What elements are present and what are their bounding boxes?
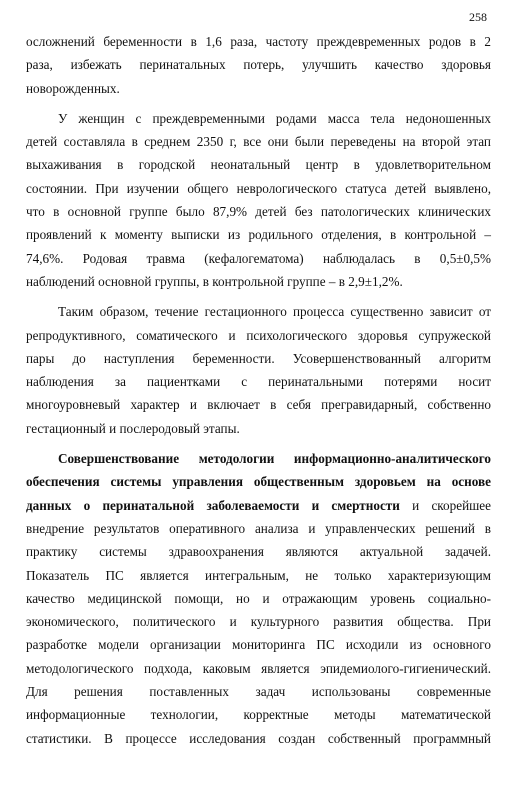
- text-line: Для решения поставленных задач использованы современные: [26, 684, 491, 700]
- text-line: Таким образом, течение гестационного процесса существенно зависит от: [58, 304, 491, 320]
- paragraph-gap: [26, 100, 491, 107]
- text-line: экономического, политического и культурного развития общества. При: [26, 614, 491, 630]
- text-line: внедрение результатов оперативного анализа и управленческих решений в: [26, 520, 491, 536]
- paragraph: [26, 107, 491, 293]
- text-line: раза, избежать перинатальных потерь, улучшить качество здоровья: [26, 57, 491, 73]
- text-line: статистики. В процессе исследования создан собственный программный: [26, 730, 491, 746]
- paragraph: [26, 300, 491, 440]
- text-line: [26, 494, 491, 517]
- text-line: репродуктивного, соматического и психологического здоровья супружеской: [26, 327, 491, 343]
- text-line: методологического подхода, каковым является эпидемиолого-гигиенический.: [26, 660, 491, 676]
- text-line: проявлений к моменту выписки из родильного отделения, в контрольной –: [26, 227, 491, 243]
- text-line: детей составляла в среднем 2350 г, все они были переведены на второй этап: [26, 134, 491, 150]
- document-body: [26, 30, 491, 750]
- text-line: обеспечения системы управления общественным здоровьем на основе: [26, 474, 491, 490]
- text-line: разработке модели организации мониторинга ПС исходили из основного: [26, 637, 491, 653]
- text-line: осложнений беременности в 1,6 раза, частоту преждевременных родов в 2: [26, 34, 491, 49]
- line-text: и скорейшее: [399, 497, 492, 513]
- paragraph: [26, 30, 491, 100]
- text-line: состоянии. При изучении общего неврологического статуса детей выявлено,: [26, 180, 491, 196]
- text-line: 74,6%. Родовая травма (кефалогематома) наблюдалась в 0,5±0,5%: [26, 250, 491, 266]
- paragraph-gap: [26, 293, 491, 300]
- text-line: У женщин с преждевременными родами масса тела недоношенных: [58, 110, 491, 126]
- text-line: наблюдений основной группы, в контрольной группе – в 2,9±1,2%.: [26, 273, 403, 289]
- text-line: новорожденных.: [26, 80, 120, 96]
- text-line: качество медицинской помощи, но и отражающим уровень социально-: [26, 590, 491, 606]
- paragraph: [26, 447, 491, 750]
- text-line: Совершенствование методологии информационно-аналитического: [58, 451, 491, 467]
- paragraph-gap: [26, 440, 491, 447]
- bold-phrase: данных о перинатальной заболеваемости и смертности: [26, 497, 400, 513]
- text-line: что в основной группе было 87,9% детей без патологических клинических: [26, 204, 491, 220]
- text-line: гестационный и послеродовый этапы.: [26, 420, 240, 436]
- text-line: информационные технологии, корректные методы математической: [26, 707, 491, 723]
- text-line: наблюдения за пациентками с перинатальными потерями носит: [26, 374, 491, 390]
- text-line: выхаживания в городской неонатальный центр в удовлетворительном: [26, 157, 491, 173]
- page-number: 258: [469, 10, 487, 24]
- text-line: Показатель ПС является интегральным, не только характеризующим: [26, 567, 491, 583]
- text-line: пары до наступления беременности. Усовершенствованный алгоритм: [26, 350, 491, 366]
- text-line: многоуровневый характер и включает в себя прегравидарный, собственно: [26, 397, 491, 413]
- text-line: практику системы здравоохранения являются актуальной задачей.: [26, 544, 491, 560]
